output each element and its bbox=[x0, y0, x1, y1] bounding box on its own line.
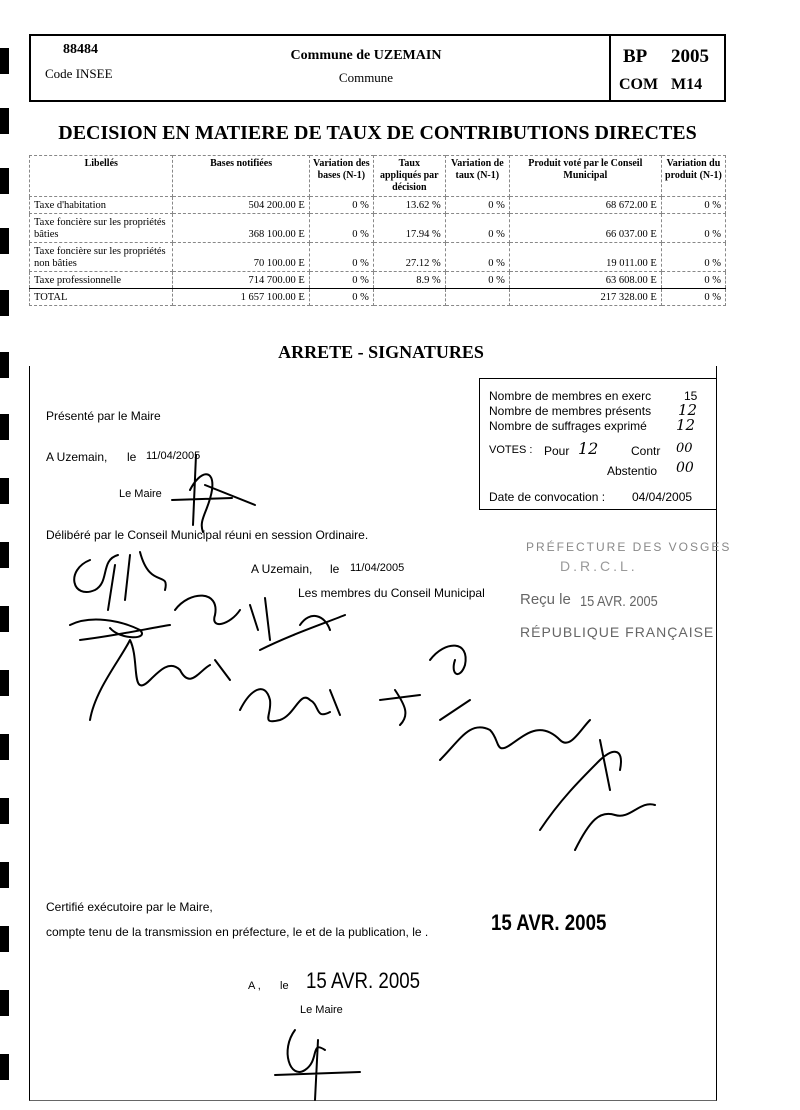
compte-tenu-text: compte tenu de la transmission en préfecture, le et de la publication, le . bbox=[46, 925, 429, 939]
col-variation-taux: Variation de taux (N-1) bbox=[445, 156, 509, 197]
votes-label: VOTES : bbox=[489, 444, 533, 456]
suffrages-label: Nombre de suffrages exprimé bbox=[489, 419, 647, 433]
row-produit: 19 011.00 E bbox=[509, 243, 661, 272]
row-taux: 13.62 % bbox=[373, 197, 445, 214]
row-var-produit: 0 % bbox=[661, 243, 725, 272]
budget-year: 2005 bbox=[671, 46, 709, 67]
insee-code: 88484 bbox=[63, 42, 98, 57]
stamp-line4: RÉPUBLIQUE FRANÇAISE bbox=[520, 624, 715, 640]
stamp-line2: D.R.C.L. bbox=[560, 558, 638, 574]
a-label: A , bbox=[248, 980, 261, 992]
pour-label: Pour bbox=[544, 444, 570, 458]
le-maire-2: Le Maire bbox=[300, 1004, 343, 1016]
stamp-line1: PRÉFECTURE DES VOSGES bbox=[526, 540, 732, 554]
le-1: le bbox=[127, 450, 137, 464]
row-taux: 17.94 % bbox=[373, 214, 445, 243]
col-bases: Bases notifiées bbox=[173, 156, 309, 197]
nomenclature: M14 bbox=[671, 76, 703, 93]
abstention-value: 00 bbox=[676, 460, 694, 476]
row-var-produit: 0 % bbox=[661, 214, 725, 243]
contre-value: 00 bbox=[676, 441, 693, 456]
total-var-produit: 0 % bbox=[661, 289, 725, 306]
row-label: Taxe d'habitation bbox=[30, 197, 173, 214]
row-label: Taxe foncière sur les propriétés non bâties bbox=[30, 243, 173, 272]
row-base: 504 200.00 E bbox=[173, 197, 309, 214]
row-var-base: 0 % bbox=[309, 243, 373, 272]
total-produit: 217 328.00 E bbox=[509, 289, 661, 306]
a-uzemain-1: A Uzemain, bbox=[46, 450, 108, 464]
total-var-base: 0 % bbox=[309, 289, 373, 306]
present-label: Nombre de membres présents bbox=[489, 404, 652, 418]
final-date-stamp: 15 AVR. 2005 bbox=[306, 968, 421, 993]
row-var-produit: 0 % bbox=[661, 272, 725, 289]
row-var-base: 0 % bbox=[309, 197, 373, 214]
row-produit: 66 037.00 E bbox=[509, 214, 661, 243]
presente-text: Présenté par le Maire bbox=[46, 409, 161, 423]
row-produit: 68 672.00 E bbox=[509, 197, 661, 214]
total-base: 1 657 100.00 E bbox=[173, 289, 309, 306]
members-value: 15 bbox=[684, 389, 698, 403]
row-label: Taxe foncière sur les propriétés bâties bbox=[30, 214, 173, 243]
row-produit: 63 608.00 E bbox=[509, 272, 661, 289]
convocation-date: 04/04/2005 bbox=[632, 490, 693, 504]
row-var-base: 0 % bbox=[309, 214, 373, 243]
contre-label: Contr bbox=[631, 444, 661, 458]
pour-value: 12 bbox=[578, 439, 599, 458]
suffrages-value: 12 bbox=[676, 416, 696, 434]
le-2: le bbox=[330, 562, 340, 576]
stamp-recu-label: Reçu le bbox=[520, 591, 571, 608]
row-var-produit: 0 % bbox=[661, 197, 725, 214]
col-produit: Produit voté par le Conseil Municipal bbox=[509, 156, 661, 197]
row-var-base: 0 % bbox=[309, 272, 373, 289]
a-uzemain-2: A Uzemain, bbox=[251, 562, 313, 576]
date-1: 11/04/2005 bbox=[146, 450, 201, 462]
commune-name: Commune de UZEMAIN bbox=[290, 48, 442, 63]
arrete-title: ARRETE - SIGNATURES bbox=[278, 342, 484, 362]
com-label: COM bbox=[619, 76, 659, 93]
executoire-date-stamp: 15 AVR. 2005 bbox=[491, 910, 607, 935]
stamp-recu-date: 15 AVR. 2005 bbox=[580, 593, 658, 610]
membres-text: Les membres du Conseil Municipal bbox=[298, 586, 485, 600]
row-base: 714 700.00 E bbox=[173, 272, 309, 289]
row-var-taux: 0 % bbox=[445, 272, 509, 289]
le-maire-1: Le Maire bbox=[119, 488, 162, 500]
row-base: 70 100.00 E bbox=[173, 243, 309, 272]
row-var-taux: 0 % bbox=[445, 197, 509, 214]
convocation-label: Date de convocation : bbox=[489, 490, 606, 504]
row-var-taux: 0 % bbox=[445, 214, 509, 243]
members-label: Nombre de membres en exerc bbox=[489, 389, 652, 403]
col-libelles: Libellés bbox=[30, 156, 173, 197]
col-variation-bases: Variation des bases (N-1) bbox=[309, 156, 373, 197]
insee-label: Code INSEE bbox=[45, 66, 113, 81]
row-var-taux: 0 % bbox=[445, 243, 509, 272]
row-taux: 27.12 % bbox=[373, 243, 445, 272]
commune-label: Commune bbox=[338, 70, 394, 85]
col-taux: Taux appliqués par décision bbox=[373, 156, 445, 197]
page-title: DECISION EN MATIERE DE TAUX DE CONTRIBUTIONS DIRECTES bbox=[58, 122, 697, 144]
budget-type: BP bbox=[623, 46, 648, 67]
row-taux: 8.9 % bbox=[373, 272, 445, 289]
total-label: TOTAL bbox=[30, 289, 173, 306]
row-base: 368 100.00 E bbox=[173, 214, 309, 243]
certifie-text: Certifié exécutoire par le Maire, bbox=[46, 900, 213, 914]
present-value: 12 bbox=[678, 401, 698, 419]
le-3: le bbox=[280, 980, 289, 992]
delibere-text: Délibéré par le Conseil Municipal réuni en session Ordinaire. bbox=[46, 528, 369, 542]
date-2: 11/04/2005 bbox=[350, 562, 405, 574]
row-label: Taxe professionnelle bbox=[30, 272, 173, 289]
col-variation-produit: Variation du produit (N-1) bbox=[661, 156, 725, 197]
abstention-label: Abstentio bbox=[607, 464, 658, 478]
